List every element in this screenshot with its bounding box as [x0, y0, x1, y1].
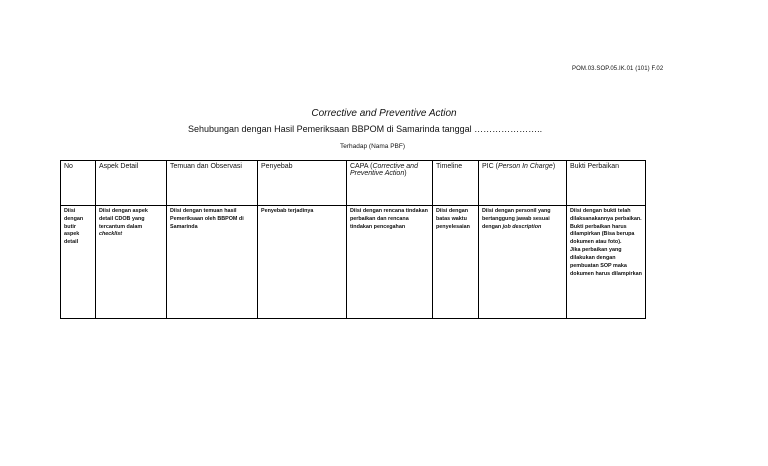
header-pic-suffix: ) [552, 163, 556, 170]
header-penyebab: Penyebab [258, 161, 347, 206]
table-row [61, 206, 646, 319]
header-capa [347, 161, 433, 206]
cell-pic-text: Diisi dengan personil yang bertanggung jawab sesuai dengan [482, 208, 551, 230]
header-capa-italic: Corrective and Preventive Action [350, 163, 418, 177]
cell-bukti-line-2: Jika perbaikan yang dilakukan dengan pembuatan SOP maka dokumen harus dilampirkan [570, 247, 642, 277]
header-pic-italic: Person In Charge [497, 163, 553, 170]
subject-line: Terhadap (Nama PBF) [340, 143, 406, 150]
cell-temuan: Diisi dengan temuan hasil Pemeriksaan oleh BBPOM di Samarinda [167, 206, 258, 319]
cell-capa: Diisi dengan rencana tindakan perbaikan dan rencana tindakan pencegahan [347, 206, 433, 319]
cell-aspek-italic: checklist [99, 231, 123, 238]
header-temuan: Temuan dan Observasi [167, 161, 258, 206]
cell-timeline: Diisi dengan batas waktu penyelesaian [433, 206, 479, 319]
header-bukti-perbaikan: Bukti Perbaikan [567, 161, 646, 206]
header-timeline: Timeline [433, 161, 479, 206]
cell-aspek-text: Diisi dengan aspek detail CDOB yang tercantum dalam [99, 208, 148, 230]
page-subtitle: Sehubungan dengan Hasil Pemeriksaan BBPOM di Samarinda tanggal ………………….. [188, 124, 543, 134]
page-title: Corrective and Preventive Action [311, 107, 457, 119]
capa-table [60, 160, 646, 319]
header-pic [479, 161, 567, 206]
header-pic-prefix: PIC ( [482, 163, 498, 170]
cell-penyebab: Penyebab terjadinya [258, 206, 347, 319]
cell-no: Diisi dengan butir aspek detail [61, 206, 96, 319]
cell-bukti-line-1: Diisi dengan bukti telah dilaksanakannya perbaikan. Bukti perbaikan harus dilampirkan (Bisa berupa dokumen atau foto). [570, 208, 642, 246]
header-aspek-detail: Aspek Detail [96, 161, 167, 206]
cell-pic-italic: job description [502, 223, 542, 230]
document-reference-code: POM.03.SOP.05.IK.01 (101) F.02 [572, 66, 664, 72]
header-capa-suffix: ) [404, 170, 407, 177]
table-header-row [61, 161, 646, 206]
cell-aspek-detail [96, 206, 167, 319]
header-capa-prefix: CAPA ( [350, 163, 373, 170]
header-no: No [61, 161, 96, 206]
cell-pic [479, 206, 567, 319]
cell-bukti-perbaikan [567, 206, 646, 319]
